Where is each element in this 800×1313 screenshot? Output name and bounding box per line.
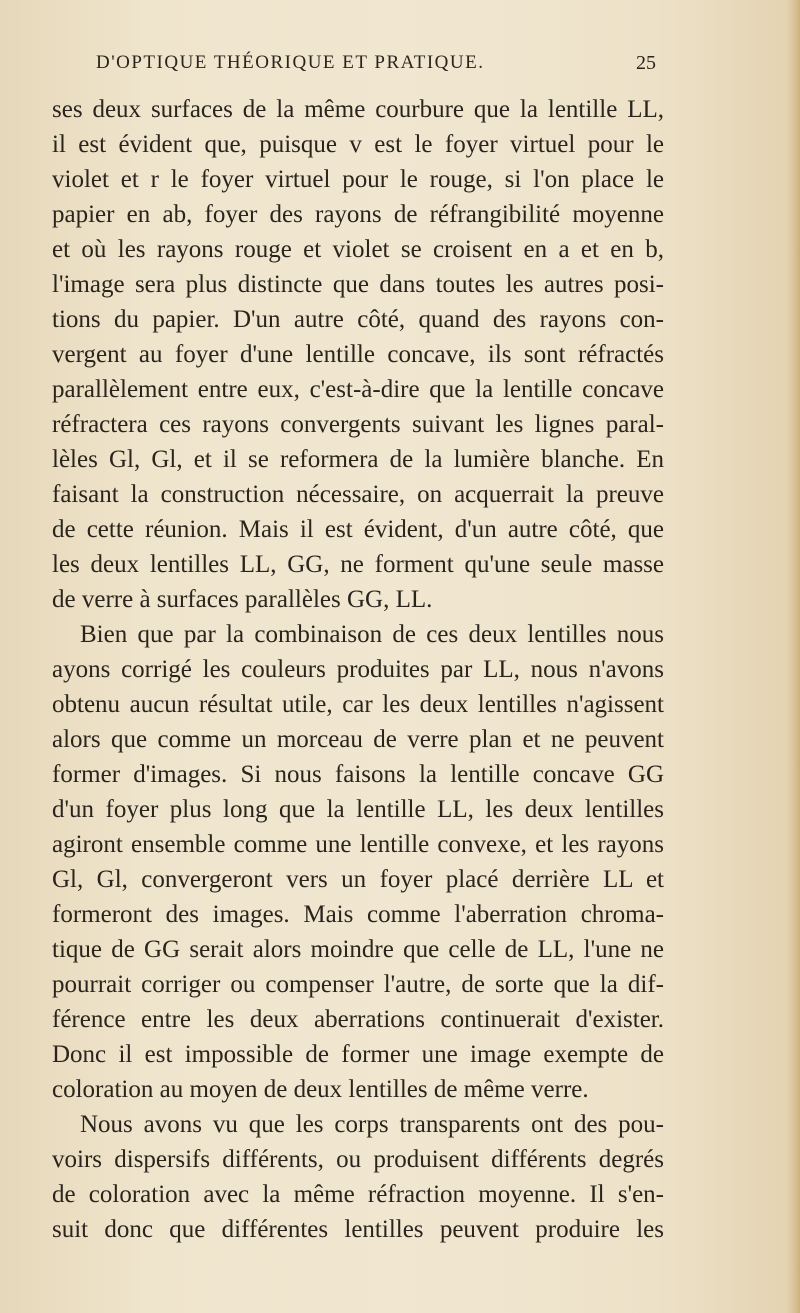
text-line: parallèlement entre eux, c'est-à-dire que la lentille concave	[52, 376, 664, 403]
text-line: Bien que par la combinaison de ces deux lentilles nous	[80, 621, 664, 648]
text-line: réfractera ces rayons convergents suivant les lignes paral-	[52, 411, 664, 438]
text-line: tique de GG serait alors moindre que celle de LL, l'une ne	[52, 936, 664, 963]
page-number: 25	[636, 52, 656, 74]
page-edge-shadow	[786, 0, 800, 1313]
text-line: de cette réunion. Mais il est évident, d'un autre côté, que	[52, 516, 664, 543]
text-line: alors que comme un morceau de verre plan et ne peuvent	[52, 726, 664, 753]
text-line: vergent au foyer d'une lentille concave, ils sont réfractés	[52, 341, 664, 368]
running-head: D'OPTIQUE THÉORIQUE ET PRATIQUE.	[96, 52, 485, 73]
text-line: Donc il est impossible de former une image exempte de	[52, 1041, 664, 1068]
text-line: de verre à surfaces parallèles GG, LL.	[52, 586, 433, 613]
text-line: obtenu aucun résultat utile, car les deux lentilles n'agissent	[52, 691, 664, 718]
text-line: pourrait corriger ou compenser l'autre, de sorte que la dif-	[52, 971, 664, 998]
text-line: d'un foyer plus long que la lentille LL, les deux lentilles	[52, 796, 664, 823]
text-line: et où les rayons rouge et violet se croisent en a et en b,	[52, 236, 664, 263]
text-line: suit donc que différentes lentilles peuvent produire les	[52, 1216, 664, 1243]
text-line: former d'images. Si nous faisons la lentille concave GG	[52, 761, 664, 788]
text-line: ayons corrigé les couleurs produites par LL, nous n'avons	[52, 656, 664, 683]
text-line: ses deux surfaces de la même courbure que la lentille LL,	[52, 96, 664, 123]
paragraph-1	[52, 92, 664, 617]
text-line: il est évident que, puisque v est le foyer virtuel pour le	[52, 131, 664, 158]
text-line: papier en ab, foyer des rayons de réfrangibilité moyenne	[52, 201, 664, 228]
paragraph-2	[52, 617, 664, 1107]
text-line: les deux lentilles LL, GG, ne forment qu'une seule masse	[52, 551, 664, 578]
text-line: de coloration avec la même réfraction moyenne. Il s'en-	[52, 1181, 664, 1208]
text-line: faisant la construction nécessaire, on acquerrait la preuve	[52, 481, 664, 508]
body-text	[52, 92, 664, 1247]
text-line: férence entre les deux aberrations continuerait d'exister.	[52, 1006, 664, 1033]
text-line: l'image sera plus distincte que dans toutes les autres posi-	[52, 271, 664, 298]
text-line: tions du papier. D'un autre côté, quand des rayons con-	[52, 306, 664, 333]
text-line: Nous avons vu que les corps transparents ont des pou-	[80, 1111, 664, 1138]
text-line: agiront ensemble comme une lentille convexe, et les rayons	[52, 831, 664, 858]
text-line: lèles Gl, Gl, et il se reformera de la lumière blanche. En	[52, 446, 664, 473]
text-line: voirs dispersifs différents, ou produisent différents degrés	[52, 1146, 664, 1173]
page-header	[96, 52, 656, 82]
text-line: Gl, Gl, convergeront vers un foyer placé derrière LL et	[52, 866, 664, 893]
text-line: violet et r le foyer virtuel pour le rouge, si l'on place le	[52, 166, 664, 193]
text-line: coloration au moyen de deux lentilles de même verre.	[52, 1076, 589, 1103]
paragraph-3	[52, 1107, 664, 1247]
text-line: formeront des images. Mais comme l'aberration chroma-	[52, 901, 664, 928]
